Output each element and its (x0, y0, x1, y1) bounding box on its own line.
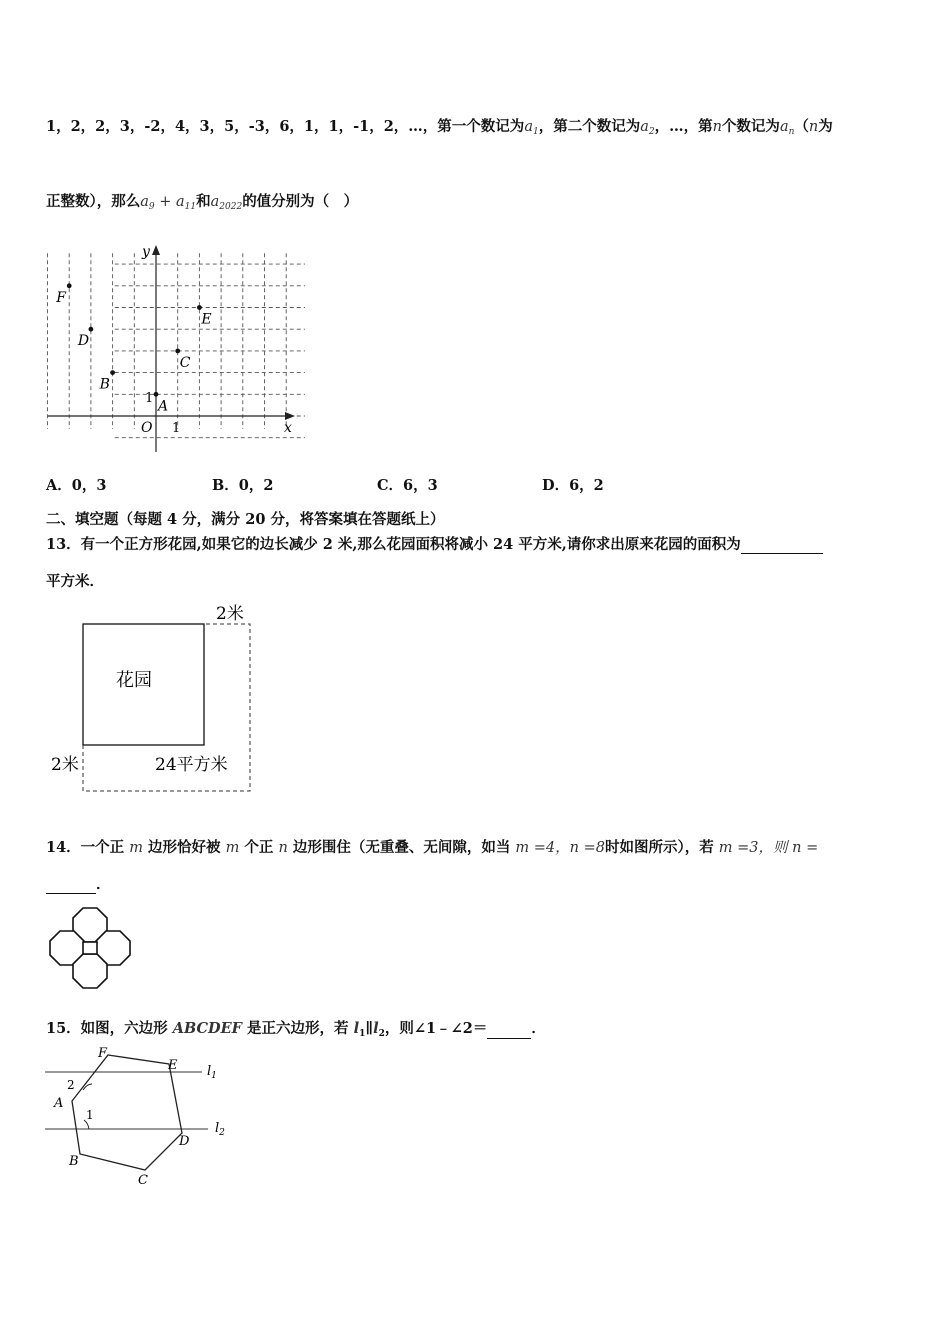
octagon-figure (48, 905, 132, 993)
a2-symbol: $a_2$ (640, 119, 655, 137)
point-B (110, 370, 115, 375)
area-24-label: 24平方米 (155, 755, 228, 775)
origin-label: O (141, 420, 153, 436)
point-E (197, 305, 202, 310)
an-symbol: $a_n$ (779, 119, 795, 137)
a9-plus-a11: $a_9 + a_{11}$ (140, 194, 197, 212)
x-axis-label: x (284, 420, 292, 436)
q14-answer-blank[interactable] (46, 878, 96, 894)
q14-answer-line: ． (46, 873, 111, 894)
octagon-bottom (73, 954, 107, 988)
q13-answer-blank[interactable] (741, 538, 823, 554)
label-l1: $l_1$ (207, 1064, 217, 1081)
label-l2: $l_2$ (215, 1121, 225, 1138)
point-label-C: C (179, 354, 191, 371)
coordinate-graph (45, 240, 305, 460)
q13-text: 13．有一个正方形花园,如果它的边长减少 2 米,那么花园面积将减小 24 平方米,请你求出原来花园的面积为 (46, 533, 823, 554)
label-D: D (179, 1134, 190, 1149)
option-b[interactable]: B．0，2 (212, 477, 274, 494)
option-c[interactable]: C．6，3 (377, 477, 438, 494)
label-F: F (98, 1046, 108, 1061)
left-2m-label: 2米 (51, 755, 79, 775)
label-B: B (69, 1154, 79, 1169)
n-symbol: n (712, 119, 722, 135)
x-axis-arrow (285, 412, 295, 420)
top-2m-label: 2米 (216, 604, 244, 624)
q12-line-1: 1，2，2，3，-2，4，3，5，-3，6，1，1，-1，2，…，第一个数记为$a_1$，第二个数记为$a_2$，…，第n个数记为$a_n(n$为 (46, 118, 833, 137)
label-angle-2: 2 (67, 1078, 75, 1092)
unit-x-label: 1 (172, 421, 181, 436)
label-A: A (54, 1096, 64, 1111)
q15-answer-blank[interactable] (487, 1023, 531, 1039)
point-label-F: F (56, 289, 66, 306)
point-label-E: E (201, 311, 212, 328)
section-2-heading: 二、填空题（每题 4 分，满分 20 分，将答案填在答题纸上） (46, 511, 445, 528)
q12-sequence: 1，2，2，3，-2，4，3，5，-3，6，1，1，-1，2，…，第一个数记为 (46, 118, 525, 135)
point-A (154, 392, 159, 397)
label-E: E (168, 1058, 178, 1073)
point-D (89, 327, 94, 332)
point-label-B: B (99, 376, 110, 393)
y-axis-label: y (142, 244, 150, 260)
label-C: C (138, 1173, 148, 1188)
point-F (67, 283, 72, 288)
center-square (83, 942, 97, 954)
q14-text: 14．一个正 m 边形恰好被 m 个正 n 边形围住（无重叠、无间隙，如当 m =4，n =8时如图所示），若 m =3，则 n = (46, 839, 819, 856)
q12-line-2: 正整数），那么$a_9 + a_{11}$和$a_{2022}$的值分别为（ ） (46, 193, 359, 212)
option-a[interactable]: A．0，3 (46, 477, 107, 494)
q13-continuation: 平方米． (46, 573, 104, 590)
garden-label: 花园 (116, 670, 152, 691)
unit-y-label: 1 (145, 391, 154, 406)
point-label-A: A (158, 398, 169, 415)
garden-figure (40, 598, 270, 798)
q15-text: 15．如图，六边形 ABCDEF 是正六边形，若 $l_1\parallel l_2$，则∠1﹣∠2＝ ． (46, 1020, 546, 1039)
label-angle-1: 1 (86, 1108, 94, 1122)
a1-symbol: $a_1$ (524, 119, 539, 137)
a2022-symbol: $a_{2022}$ (210, 194, 243, 212)
hexagon-figure (40, 1042, 240, 1192)
point-C (175, 349, 180, 354)
point-label-D: D (77, 333, 90, 350)
y-axis-arrow (152, 245, 160, 255)
option-d[interactable]: D．6，2 (542, 477, 604, 494)
